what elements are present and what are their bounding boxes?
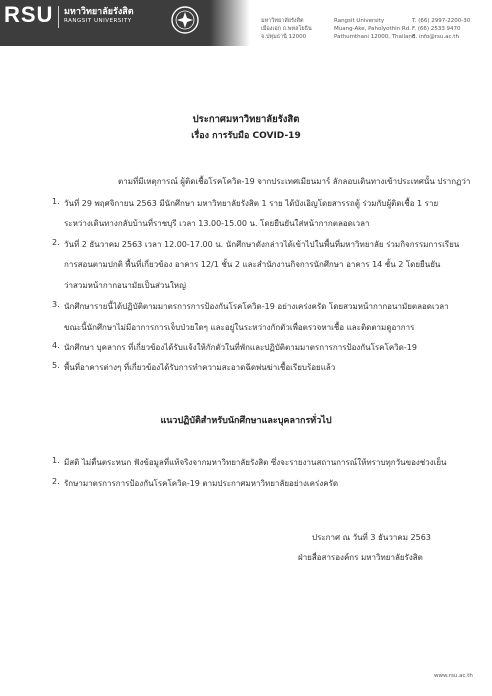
item-3-line-1: นักศึกษารายนี้ได้ปฏิบัติตามมาตรการการป้องกันโรคโควิด-19 อย่างเคร่งครัด โดยสวมหน้ากากอนามัยตลอดเวลา [64,302,449,311]
logo-divider [58,6,59,28]
guideline-2-text: รักษามาตรการการป้องกันโรคโควิด-19 ตามประกาศมหาวิทยาลัยอย่างเคร่งครัด [64,479,339,488]
announcement-title: ประกาศมหาวิทยาลัยรังสิต [192,114,300,125]
guideline-number: 2. [52,477,60,486]
address-thai: มหาวิทยาลัยรังสิต เมืองเอก ถ.พหลโยธิน จ.ปทุมธานี 12000 [261,18,312,40]
item-number: 5. [52,361,60,370]
announcement-date: ประกาศ ณ วันที่ 3 ธันวาคม 2563 [312,533,431,542]
item-number: 4. [52,341,60,350]
announcement-subject: เรื่อง การรับมือ COVID-19 [191,131,301,141]
item-number: 3. [52,300,60,309]
university-name-english: RANGSIT UNIVERSITY [64,18,132,24]
item-2-line-3: ว่าสวมหน้ากากอนามัยเป็นส่วนใหญ่ [64,281,186,290]
university-name-thai: มหาวิทยาลัยรังสิต [64,7,134,17]
item-2-line-1: วันที่ 2 ธันวาคม 2563 เวลา 12.00-17.00 น. นักศึกษาดังกล่าวได้เข้าไปในพื้นที่มหาวิทยาลัย ร่วมกิจกรรมการเรียน [64,240,460,249]
university-seal-icon [170,5,200,35]
letterhead-band-fade [210,0,250,46]
guideline-number: 1. [52,456,60,465]
footer-url: www.rsu.ac.th [434,673,473,679]
contact-info: T. (66) 2997-2200-30 F. (66) 2533 9470 E. info@rsu.ac.th [412,18,471,40]
item-1-line-2: ระหว่างเดินทางกลับบ้านที่ราชบุรี เวลา 13.00-15.00 น. โดยยืนยันใส่หน้ากากตลอดเวลา [64,219,370,228]
rsu-logo-text: RSU [4,2,54,27]
item-number: 2. [52,238,60,247]
item-5-line-1: พื้นที่อาคารต่างๆ ที่เกี่ยวข้องได้รับการทำความสะอาดฉีดพ่นฆ่าเชื้อเรียบร้อยแล้ว [64,363,336,372]
item-4-line-1: นักศึกษา บุคลากร ที่เกี่ยวข้องได้รับแจ้งให้กักตัวในที่พักและปฏิบัติตามมาตรการการป้องกันโรคโควิด-19 [64,343,417,352]
guideline-1-text: มีสติ ไม่ตื่นตระหนก ฟังข้อมูลที่แท้จริงจากมหาวิทยาลัยรังสิต ซึ่งจะรายงานสถานการณ์ให้ทราบทุกวันของช่วงเย็น [64,458,447,467]
intro-paragraph: ตามที่มีเหตุการณ์ ผู้ติดเชื้อโรคโควิด-19 จากประเทศเมียนมาร์ ลักลอบเดินทางเข้าประเทศนั้น ปรากฏว่า [118,177,471,186]
issuing-office: ฝ่ายสื่อสารองค์กร มหาวิทยาลัยรังสิต [298,553,423,562]
address-english: Rangsit University Muang-Ake, Paholyothin Rd. Pathumthani 12000, Thailand [334,18,416,40]
item-3-line-2: ขณะนี้นักศึกษาไม่มีอาการการเจ็บป่วยใดๆ และอยู่ในระหว่างกักตัวเพื่อตรวจหาเชื้อ และติดตามดูอาการ [64,323,415,332]
item-number: 1. [52,197,60,206]
item-1-line-1: วันที่ 29 พฤศจิกายน 2563 มีนักศึกษา มหาวิทยาลัยรังสิต 1 ราย ได้บังเอิญโดยสารรถตู้ ร่วมกับผู้ติดเชื้อ 1 ราย [64,199,439,208]
item-2-line-2: การสอนตามปกติ พื้นที่เกี่ยวข้อง อาคาร 12/1 ชั้น 2 และสำนักงานกิจการนักศึกษา อาคาร 14 ชั้น 2 โดยยืนยัน [64,260,441,269]
guidelines-heading: แนวปฏิบัติสำหรับนักศึกษาและบุคลากรทั่วไป [160,416,332,426]
